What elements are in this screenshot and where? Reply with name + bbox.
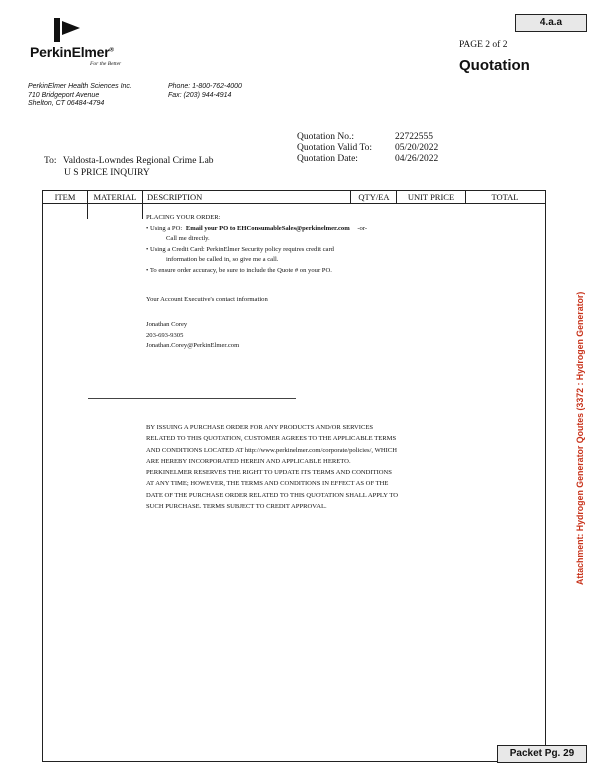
col-total: TOTAL xyxy=(491,192,519,202)
terms-line: SUCH PURCHASE. TERMS SUBJECT TO CREDIT APPROVAL. xyxy=(146,503,327,511)
recipient-block xyxy=(44,156,214,167)
corner-tag: 4.a.a xyxy=(515,14,587,32)
total-underline xyxy=(477,203,533,204)
terms-line: BY ISSUING A PURCHASE ORDER FOR ANY PRODUCTS AND/OR SERVICES xyxy=(146,424,374,431)
col-unit-price: UNIT PRICE xyxy=(397,191,466,203)
quote-fields xyxy=(297,132,372,165)
terms-line: ARE HEREBY INCORPORATED HEREIN AND APPLICABLE HERETO. xyxy=(146,457,351,465)
po-email: Email your PO to EHConsumableSales@perkinelmer.com xyxy=(185,224,350,232)
attachment-side-note: Attachment: Hydrogen Generator Qoutes (3372 : Hydrogen Generator) xyxy=(575,291,585,585)
fax: Fax: (203) 944-4914 xyxy=(168,91,232,99)
exec-email: Jonathan.Corey@PerkinElmer.com xyxy=(146,342,240,349)
page-number: PAGE 2 of 2 xyxy=(459,40,508,50)
quote-values xyxy=(395,132,438,165)
logo-mark-icon xyxy=(52,18,82,42)
po-cont: Call me directly. xyxy=(166,235,210,242)
exec-contact xyxy=(146,320,239,352)
recipient-line2: U S PRICE INQUIRY xyxy=(64,168,150,178)
company-contact xyxy=(168,83,242,100)
cc-cont: information be called in, so give me a call. xyxy=(166,256,279,263)
exec-phone: 203-693-9305 xyxy=(146,331,184,339)
col-qty: QTY/EA xyxy=(352,191,397,203)
exec-name: Jonathan Corey xyxy=(146,321,188,328)
col-item: ITEM xyxy=(43,191,88,203)
divider-line xyxy=(88,398,296,399)
cc-line: • Using a Credit Card: PerkinElmer Security policy requires credit card xyxy=(146,245,334,253)
address-line: 710 Bridgeport Avenue xyxy=(28,91,100,99)
phone: Phone: 1-800-762-4000 xyxy=(168,83,242,90)
recipient-name: Valdosta-Lowndes Regional Crime Lab xyxy=(62,156,214,166)
col-description: DESCRIPTION xyxy=(143,191,351,203)
quote-no-value: 22722555 xyxy=(395,132,433,142)
address-line: Shelton, CT 06484-4794 xyxy=(28,100,105,107)
address-line: PerkinElmer Health Sciences Inc. xyxy=(28,83,132,90)
packet-page-tag: Packet Pg. 29 xyxy=(497,745,587,763)
terms-line: AND CONDITIONS LOCATED AT http://www.perkinelmer.com/corporate/policies/, WHICH xyxy=(146,446,397,454)
quote-no-label: Quotation No.: xyxy=(297,132,354,142)
registered-mark: ® xyxy=(109,47,114,54)
po-line: • Using a PO: Email your PO to EHConsumableSales@perkinelmer.com -or- xyxy=(146,224,368,232)
table-header xyxy=(43,191,545,204)
logo-wordmark: PerkinElmer® xyxy=(30,44,114,60)
order-heading: PLACING YOUR ORDER: xyxy=(146,214,221,221)
company-logo xyxy=(28,18,148,68)
terms-line: DATE OF THE PURCHASE ORDER RELATED TO THIS QUOTATION SHALL APPLY TO xyxy=(146,491,399,499)
quote-date-value: 04/26/2022 xyxy=(395,154,439,164)
exec-heading: Your Account Executive's contact information xyxy=(146,296,268,303)
valid-to-value: 05/20/2022 xyxy=(395,143,439,153)
logo-tagline: For the Better xyxy=(90,61,122,67)
column-divider xyxy=(142,203,143,219)
terms-line: PERKINELMER RESERVES THE RIGHT TO UPDATE ITS TERMS AND CONDITIONS xyxy=(146,469,392,477)
page-title: Quotation xyxy=(459,57,530,74)
order-instructions xyxy=(146,213,446,276)
to-label: To: xyxy=(44,156,57,166)
column-divider xyxy=(87,203,88,219)
quote-date-label: Quotation Date: xyxy=(297,154,358,164)
valid-to-label: Quotation Valid To: xyxy=(297,143,372,153)
accuracy-line: • To ensure order accuracy, be sure to include the Quote # on your PO. xyxy=(146,266,332,274)
company-address xyxy=(28,83,132,109)
terms-line: AT ANY TIME; HOWEVER, THE TERMS AND CONDITIONS IN EFFECT AS OF THE xyxy=(146,480,389,488)
terms-block xyxy=(146,422,476,512)
col-material: MATERIAL xyxy=(88,191,143,203)
terms-line: RELATED TO THIS QUOTATION, CUSTOMER AGREES TO THE APPLICABLE TERMS xyxy=(146,435,397,443)
